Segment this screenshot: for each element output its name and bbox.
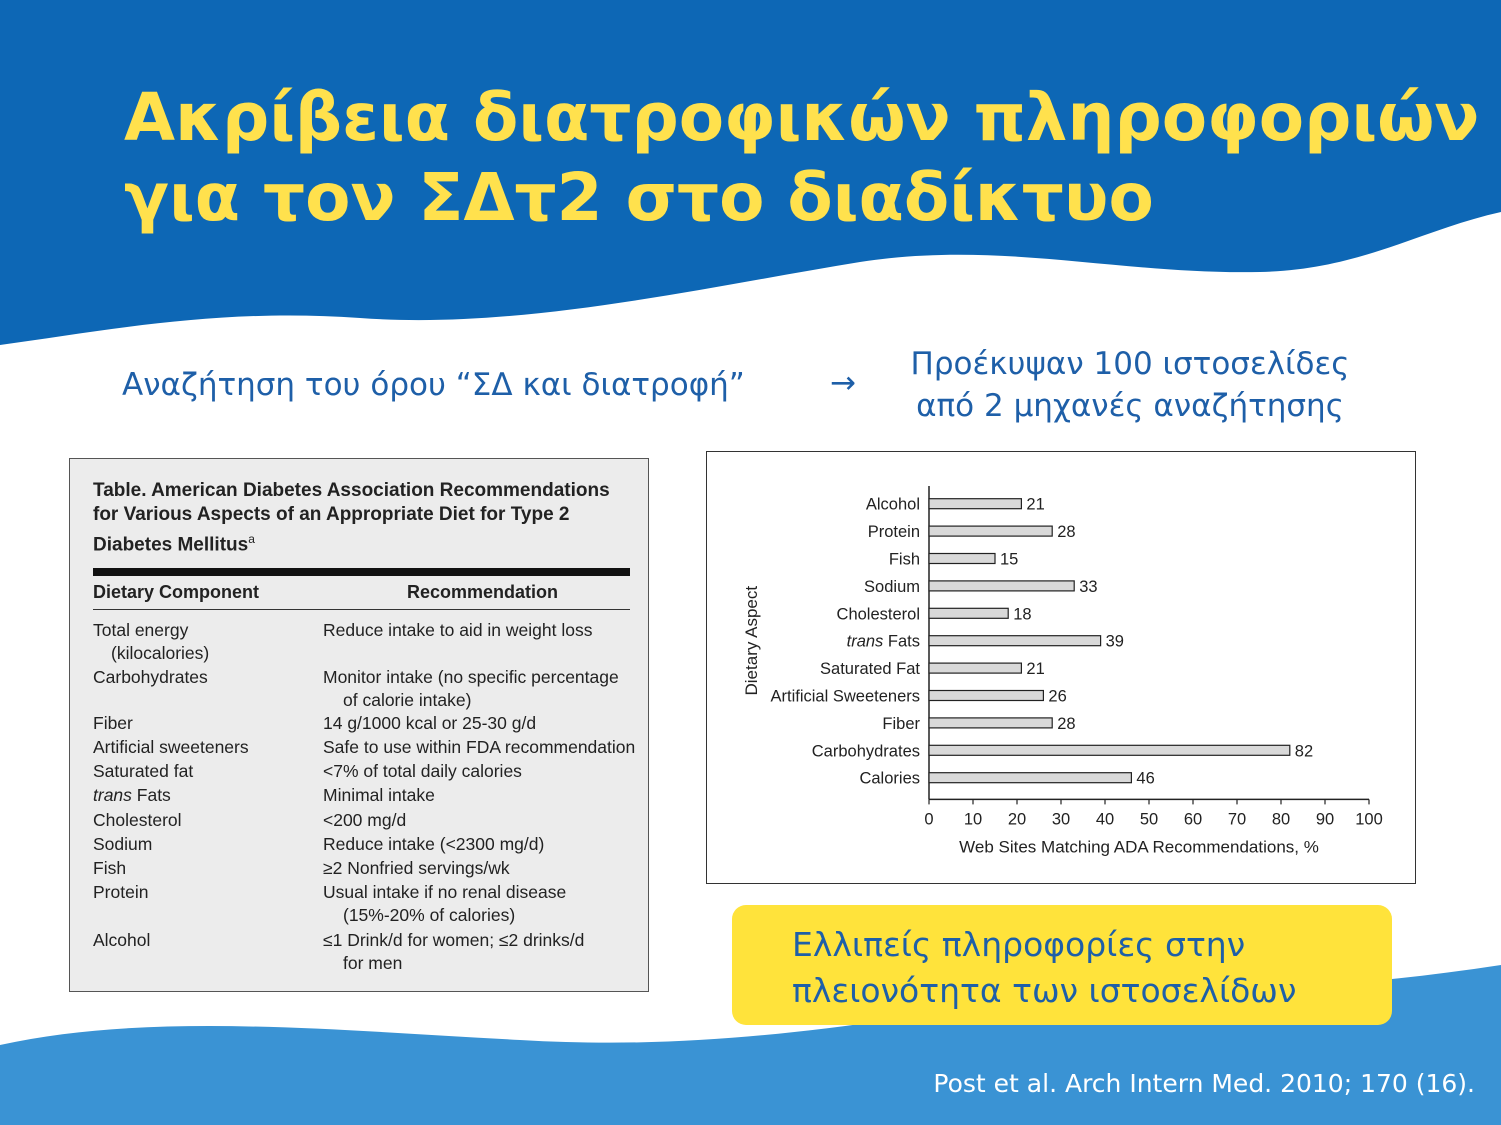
category-label: Cholesterol [836, 605, 920, 624]
x-axis-title: Web Sites Matching ADA Recommendations, % [959, 837, 1319, 857]
data-label: 28 [1057, 714, 1076, 733]
table-cell-component [93, 833, 152, 856]
table-header-rule [93, 609, 630, 610]
x-tick-label: 80 [1271, 810, 1291, 829]
caption-line-3: Diabetes Mellitus$^a$ [93, 532, 255, 556]
title-line-1: Ακρίβεια διατροφικών πληροφοριών [124, 79, 1480, 156]
recommendation-text: Reduce intake to aid in weight loss [323, 620, 593, 640]
category-label: Calories [859, 769, 920, 788]
bar [929, 526, 1052, 536]
search-term-text: Αναζήτηση του όρου “ΣΔ και διατροφή” [122, 367, 745, 403]
bar [929, 718, 1052, 728]
table-cell-recommendation [323, 929, 584, 975]
x-tick-label: 20 [1007, 810, 1027, 829]
ada-recommendations-table [69, 458, 649, 992]
x-tick-label: 50 [1139, 810, 1159, 829]
callout-text [792, 922, 1296, 1014]
caption-line-2: for Various Aspects of an Appropriate Diet for Type 2 [93, 504, 570, 525]
component-text-cont: (kilocalories) [111, 643, 210, 663]
component-text: Protein [93, 882, 149, 902]
table-cell-recommendation [323, 857, 510, 880]
caption-line-1: Table. American Diabetes Association Recommendations [93, 480, 610, 501]
search-result-text [880, 343, 1380, 427]
x-tick-label: 70 [1227, 810, 1247, 829]
bar-chart-panel [706, 451, 1416, 884]
data-label: 28 [1057, 523, 1076, 542]
recommendation-text: Safe to use within FDA recommendation [323, 737, 636, 757]
table-top-rule [93, 568, 630, 576]
callout-line-1: Ελλιπείς πληροφορίες στην [792, 925, 1246, 964]
category-label: Alcohol [865, 495, 920, 514]
x-tick-label: 100 [1355, 810, 1383, 829]
table-cell-component [93, 784, 171, 807]
component-text: Total energy [93, 620, 189, 640]
table-cell-component [93, 666, 208, 689]
table-cell-component [93, 929, 150, 952]
component-text: Cholesterol [93, 810, 182, 830]
table-cell-component [93, 857, 126, 880]
arrow-right-icon: → [830, 365, 856, 401]
recommendation-text: Usual intake if no renal disease [323, 882, 567, 902]
y-axis-title: Dietary Aspect [742, 585, 761, 696]
category-label: Fiber [882, 714, 920, 733]
citation: Post et al. Arch Intern Med. 2010; 170 (16). [933, 1069, 1475, 1098]
table-header-component: Dietary Component [93, 582, 260, 602]
data-label: 46 [1136, 769, 1155, 788]
conclusion-callout [732, 905, 1392, 1025]
table-cell-recommendation [323, 760, 522, 783]
x-tick-label: 90 [1315, 810, 1335, 829]
table-cell-recommendation [323, 881, 566, 927]
recommendation-text-cont: (15%-20% of calories) [343, 905, 516, 925]
table-cell-component [93, 619, 209, 665]
callout-line-2: πλειονότητα των ιστοσελίδων [792, 971, 1297, 1010]
category-label: Carbohydrates [811, 742, 920, 761]
bar-chart [707, 452, 1415, 883]
category-label: Saturated Fat [820, 660, 920, 679]
category-label: Protein [867, 523, 920, 542]
result-line-1: Προέκυψαν 100 ιστοσελίδες [910, 346, 1350, 382]
data-label: 18 [1013, 605, 1032, 624]
bar [929, 554, 995, 564]
category-label: Sodium [864, 577, 920, 596]
table-cell-component [93, 809, 182, 832]
component-text: trans Fats [93, 785, 171, 805]
recommendation-text: 14 g/1000 kcal or 25-30 g/d [323, 713, 537, 733]
bar [929, 663, 1021, 673]
title-line-2: για τον ΣΔτ2 στο διαδίκτυο [124, 159, 1154, 236]
x-tick-label: 60 [1183, 810, 1203, 829]
x-tick-label: 40 [1095, 810, 1115, 829]
table-cell-component [93, 760, 193, 783]
table-cell-recommendation [323, 833, 544, 856]
component-text: Saturated fat [93, 761, 194, 781]
data-label: 33 [1079, 577, 1098, 596]
table-caption [93, 479, 613, 557]
table-cell-recommendation [323, 712, 536, 735]
component-text: Alcohol [93, 930, 151, 950]
component-text: Carbohydrates [93, 667, 208, 687]
table-cell-recommendation [323, 736, 635, 759]
table-cell-component [93, 881, 148, 904]
component-text: Artificial sweeteners [93, 737, 249, 757]
slide-title [124, 78, 1479, 238]
x-tick-label: 0 [924, 810, 934, 829]
x-tick-label: 30 [1051, 810, 1071, 829]
data-label: 39 [1105, 632, 1124, 651]
table-cell-component [93, 736, 249, 759]
component-text: Sodium [93, 834, 153, 854]
table-cell-recommendation [323, 784, 435, 807]
result-line-2: από 2 μηχανές αναζήτησης [916, 388, 1344, 424]
bar [929, 691, 1043, 701]
recommendation-text: ≥2 Nonfried servings/wk [323, 858, 510, 878]
recommendation-text: Monitor intake (no specific percentage [323, 667, 619, 687]
caption-footnote-mark: a [248, 532, 255, 546]
category-label: trans Fats [846, 632, 920, 651]
data-label: 82 [1294, 742, 1314, 761]
table-cell-component [93, 712, 133, 735]
recommendation-text-cont: of calorie intake) [343, 690, 472, 710]
table-header-recommendation: Recommendation [407, 582, 559, 602]
bar [929, 499, 1021, 509]
bar [929, 636, 1101, 646]
data-label: 21 [1026, 660, 1045, 679]
component-text: Fish [93, 858, 127, 878]
component-text: Fiber [93, 713, 133, 733]
recommendation-text: <200 mg/d [323, 810, 407, 830]
bar [929, 581, 1074, 591]
bar [929, 745, 1290, 755]
recommendation-text: Reduce intake (<2300 mg/d) [323, 834, 545, 854]
bar [929, 773, 1131, 783]
table-cell-recommendation [323, 809, 406, 832]
data-label: 15 [1000, 550, 1019, 569]
recommendation-text: ≤1 Drink/d for women; ≤2 drinks/d [323, 930, 585, 950]
category-label: Artificial Sweeteners [770, 687, 920, 706]
data-label: 26 [1048, 687, 1067, 706]
table-cell-recommendation [323, 619, 592, 642]
bar [929, 608, 1008, 618]
recommendation-text-cont: for men [343, 953, 403, 973]
x-tick-label: 10 [963, 810, 983, 829]
recommendation-text: Minimal intake [323, 785, 435, 805]
data-label: 21 [1026, 495, 1045, 514]
recommendation-text: <7% of total daily calories [323, 761, 522, 781]
category-label: Fish [888, 550, 920, 569]
table-cell-recommendation [323, 666, 619, 712]
